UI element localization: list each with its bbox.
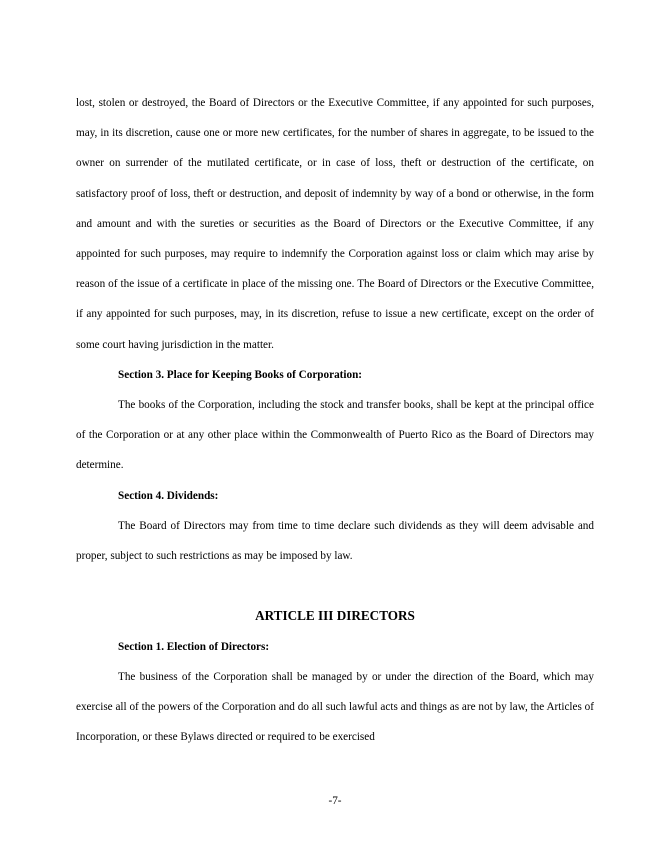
paragraph-spacer bbox=[76, 571, 594, 601]
document-body bbox=[76, 88, 594, 752]
paragraph-books-of-corporation: The books of the Corporation, including the stock and transfer books, shall be kept at the principal office of the Corporation or at any other place within the Commonwealth of Puerto Rico as the Board of Directors may determine. bbox=[76, 399, 594, 472]
page-number: -7- bbox=[328, 795, 342, 807]
paragraph-lost-stolen-destroyed: lost, stolen or destroyed, the Board of Directors or the Executive Committee, if any appointed for such purposes, may, in its discretion, cause one or more new certificates, for the number of shares in aggregate, to be issued to the owner on surrender of the mutilated certificate, or in case of loss, theft or destruction of the certificate, on satisfactory proof of loss, theft or destruction, and deposit of indemnity by way of a bond or otherwise, in the form and amount and with the sureties or securities as the Board of Directors or the Executive Committee, if any appointed for such purposes, may require to indemnify the Corporation against loss or claim which may arise by reason of the issue of a certificate in place of the missing one. The Board of Directors or the Executive Committee, if any appointed for such purposes, may, in its discretion, refuse to issue a new certificate, except on the order of some court having jurisdiction in the matter. bbox=[76, 97, 594, 351]
heading-section-3: Section 3. Place for Keeping Books of Corporation: bbox=[118, 368, 363, 381]
article-heading-iii: ARTICLE III DIRECTORS bbox=[255, 608, 415, 624]
paragraph-dividends: The Board of Directors may from time to time declare such dividends as they will deem advisable and proper, subject to such restrictions as may be imposed by law. bbox=[76, 519, 594, 563]
heading-section-4: Section 4. Dividends: bbox=[118, 489, 219, 502]
heading-section-1-election: Section 1. Election of Directors: bbox=[118, 640, 270, 653]
paragraph-business-of-corporation: The business of the Corporation shall be managed by or under the direction of the Board, which may exercise all of the powers of the Corporation and do all such lawful acts and things as are not by law, the Articles of Incorporation, or these Bylaws directed or required to be exercised bbox=[76, 670, 594, 744]
